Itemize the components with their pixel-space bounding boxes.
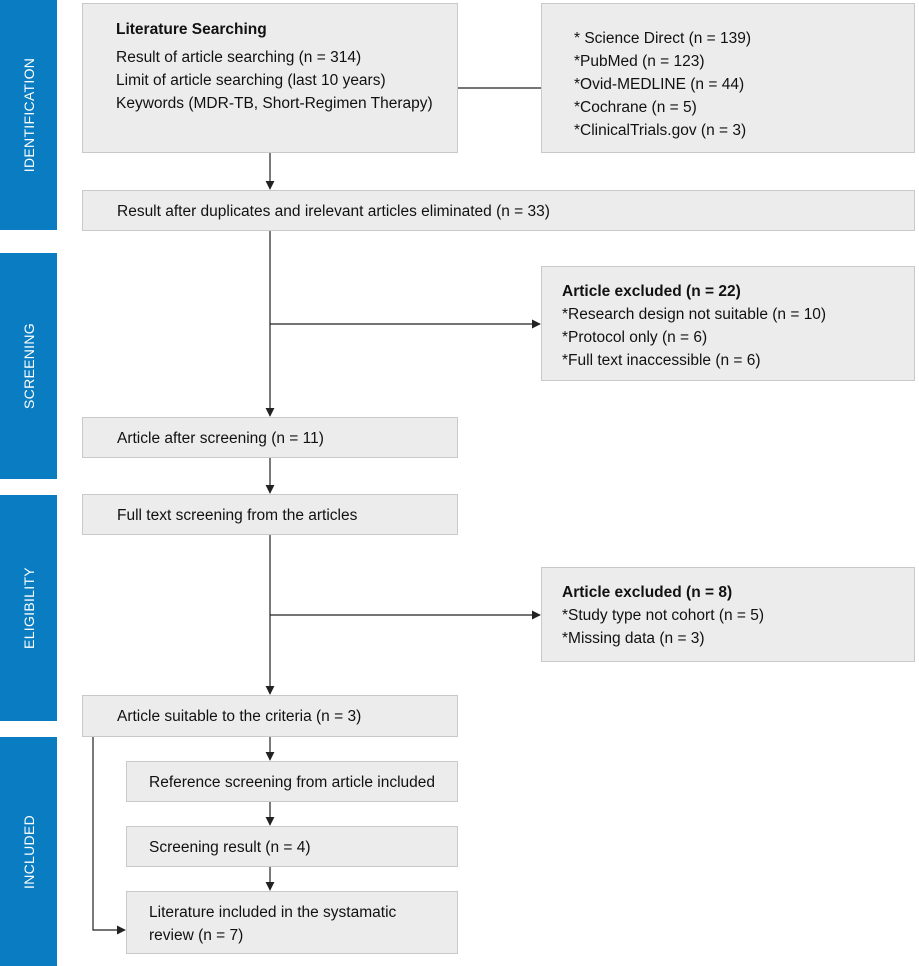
after-screening-text: Article after screening (n = 11) bbox=[117, 430, 324, 447]
suitable-articles-text: Article suitable to the criteria (n = 3) bbox=[117, 708, 362, 725]
included-literature-box bbox=[126, 891, 458, 954]
excluded-screening-title: Article excluded (n = 22) bbox=[562, 283, 741, 300]
phase-eligibility-label: ELIGIBILITY bbox=[20, 567, 37, 649]
database-item: *ClinicalTrials.gov (n = 3) bbox=[574, 122, 747, 139]
screening-result-text: Screening result (n = 4) bbox=[149, 839, 311, 856]
literature-search-line: Keywords (MDR-TB, Short-Regimen Therapy) bbox=[116, 95, 433, 112]
included-literature-text: Literature included in the systamatic bbox=[149, 904, 397, 921]
full-text-screening-box bbox=[82, 494, 458, 535]
after-duplicates-text: Result after duplicates and irelevant articles eliminated (n = 33) bbox=[117, 203, 550, 220]
literature-search-line: Result of article searching (n = 314) bbox=[116, 49, 362, 66]
screening-result-box bbox=[126, 826, 458, 867]
full-text-screening-text: Full text screening from the articles bbox=[117, 507, 358, 524]
phase-identification-label: IDENTIFICATION bbox=[20, 57, 37, 173]
included-literature-text: review (n = 7) bbox=[149, 927, 244, 944]
database-item: *Cochrane (n = 5) bbox=[574, 99, 697, 116]
database-item: *PubMed (n = 123) bbox=[574, 53, 705, 70]
database-item: *Ovid-MEDLINE (n = 44) bbox=[574, 76, 745, 93]
after-screening-box bbox=[82, 417, 458, 458]
reference-screening-box bbox=[126, 761, 458, 802]
phase-included-label: INCLUDED bbox=[20, 814, 37, 889]
excluded-screening-box bbox=[541, 266, 915, 381]
excluded-eligibility-reason: *Missing data (n = 3) bbox=[562, 630, 705, 647]
excluded-screening-reason: *Research design not suitable (n = 10) bbox=[562, 306, 827, 323]
after-duplicates-box bbox=[82, 190, 915, 231]
literature-search-line: Limit of article searching (last 10 years) bbox=[116, 72, 386, 89]
literature-search-title: Literature Searching bbox=[116, 21, 267, 38]
excluded-eligibility-box bbox=[541, 567, 915, 662]
reference-screening-text: Reference screening from article included bbox=[149, 774, 436, 791]
excluded-screening-reason: *Protocol only (n = 6) bbox=[562, 329, 708, 346]
arrow-suitable-to-included bbox=[93, 737, 125, 930]
literature-search-box bbox=[82, 3, 458, 153]
databases-box bbox=[541, 3, 915, 153]
excluded-screening-reason: *Full text inaccessible (n = 6) bbox=[562, 352, 761, 369]
excluded-eligibility-reason: *Study type not cohort (n = 5) bbox=[562, 607, 765, 624]
suitable-articles-box bbox=[82, 695, 458, 737]
excluded-eligibility-title: Article excluded (n = 8) bbox=[562, 584, 733, 601]
database-item: * Science Direct (n = 139) bbox=[574, 30, 752, 47]
phase-screening-label: SCREENING bbox=[20, 323, 37, 409]
